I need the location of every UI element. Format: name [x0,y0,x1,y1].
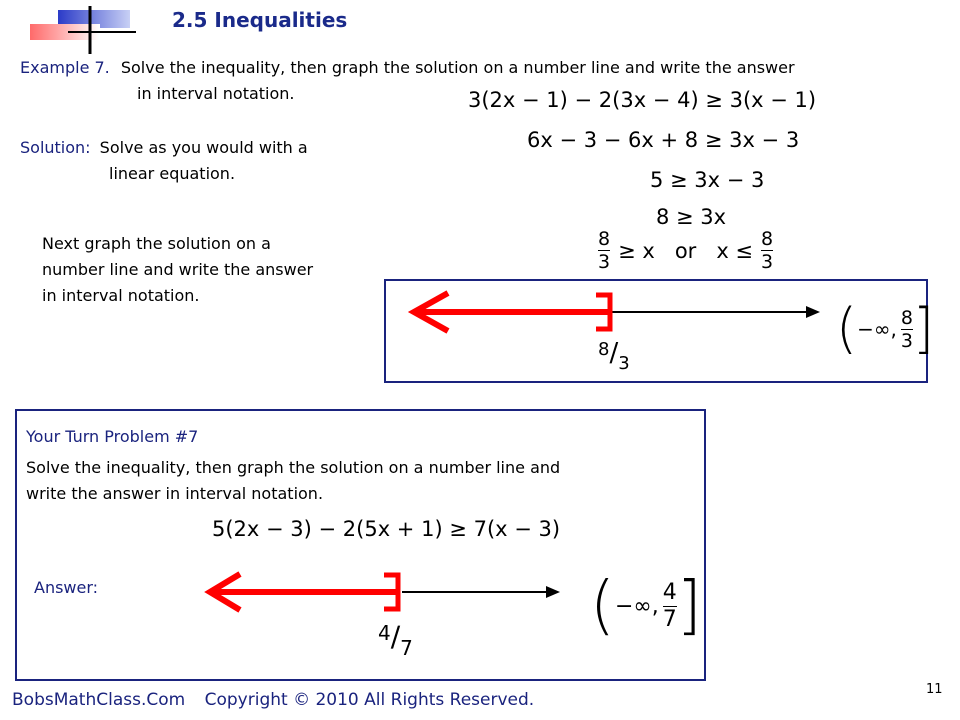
numerator: 8 [761,228,774,250]
solution-block [20,136,308,160]
fraction-8-3 [598,228,610,273]
tick-label-4-7 [378,620,413,660]
denominator: 3 [598,251,611,273]
numerator: 8 [598,228,611,250]
step-1: 3(2x − 1) − 2(3x − 4) ≥ 3(x − 1) [468,88,817,112]
your-turn-line-2: write the answer in interval notation. [26,484,324,503]
footer [12,690,534,710]
close-bracket: ] [912,297,935,360]
footer-site: BobsMathClass.Com [12,690,186,710]
interval-fraction [663,580,677,633]
next-step-line-1: Next graph the solution on a [42,234,271,253]
answer-label: Answer: [34,578,99,597]
logo-graphic [28,4,138,58]
tick-denominator: 3 [618,353,630,374]
tick-label-8-3 [598,338,630,374]
numerator: 4 [662,579,677,605]
numerator: 8 [900,306,913,329]
right-arrowhead [546,586,560,598]
solution-label: Solution: [20,138,91,157]
example-instruction-cont: in interval notation. [137,84,295,103]
denominator: 7 [662,606,677,632]
neg-infinity: −∞, [614,593,659,619]
your-turn-line-1: Solve the inequality, then graph the solution on a number line and [26,458,561,477]
solution-line-2: linear equation. [109,164,236,183]
interval-notation-2 [590,569,702,643]
open-paren: ( [590,569,615,643]
example-instruction: Solve the inequality, then graph the solution on a number line and write the answer [120,58,795,77]
solution-line-1: Solve as you would with a [99,138,308,157]
tick-numerator: 8 [598,339,610,360]
slash: ∕ [390,620,401,653]
next-step-line-2: number line and write the answer [42,260,314,279]
step-5 [598,228,773,273]
step-2: 6x − 3 − 6x + 8 ≥ 3x − 3 [527,128,800,152]
open-paren: ( [836,297,858,360]
footer-copyright: Copyright © 2010 All Rights Reserved. [204,690,535,710]
example-heading [20,56,795,80]
neg-infinity: −∞, [857,317,897,341]
page-number: 11 [926,682,943,697]
slide-title: 2.5 Inequalities [172,8,348,32]
right-arrowhead [806,306,820,318]
tick-numerator: 4 [378,621,391,645]
interval-fraction [901,307,913,352]
your-turn-equation: 5(2x − 3) − 2(5x + 1) ≥ 7(x − 3) [212,517,561,541]
tick-denominator: 7 [400,636,413,660]
step-4: 8 ≥ 3x [656,205,727,229]
number-line-2 [200,560,580,620]
fraction-8-3-b [761,228,773,273]
slash: ∕ [609,338,619,368]
your-turn-heading: Your Turn Problem #7 [26,427,199,446]
interval-notation-1 [836,297,935,360]
step-3: 5 ≥ 3x − 3 [650,168,765,192]
denominator: 3 [761,251,774,273]
next-step-line-3: in interval notation. [42,286,200,305]
denominator: 3 [900,329,913,352]
example-label: Example 7. [20,58,110,77]
step-5-middle: ≥ x or x ≤ [618,238,754,263]
close-bracket: ] [676,569,702,643]
